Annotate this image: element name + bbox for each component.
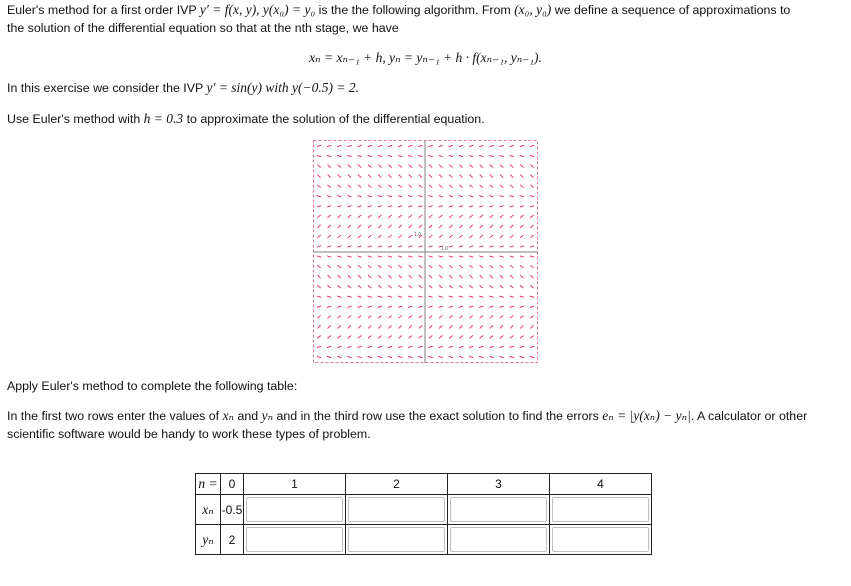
y3-input[interactable] — [450, 527, 547, 552]
ivp-general-equation: y′ = f(x, y), y(x₀) = y₀ — [199, 2, 316, 17]
x-value-0: -0.5 — [221, 495, 244, 525]
euler-table — [195, 473, 652, 555]
apply-instruction: Apply Euler's method to complete the following table: — [7, 379, 298, 393]
y4-input[interactable] — [552, 527, 649, 552]
ivp-statement: In this exercise we consider the IVP y′ = sin(y) with y(−0.5) = 2. — [7, 80, 360, 95]
x1-input[interactable] — [246, 497, 343, 522]
table-header-row — [196, 474, 652, 495]
x-axis-tick-label: 1.0 — [441, 246, 448, 252]
euler-formula: xₙ = xₙ₋₁ + h, yₙ = yₙ₋₁ + h · f(xₙ₋₁, yₙ₋₁). — [309, 50, 542, 65]
y-label: yₙ — [196, 525, 221, 555]
x-label: xₙ — [196, 495, 221, 525]
n-value-1: 1 — [244, 474, 346, 495]
intro-line-1: Euler's method for a first order IVP y′ = f(x, y), y(x₀) = y₀ is the the following algorithm. From (x₀, y₀) we define a sequence of approximations to — [7, 2, 791, 17]
y1-input[interactable] — [246, 527, 343, 552]
table-instructions-line-2: scientific software would be handy to work these types of problem. — [7, 427, 371, 441]
x4-input[interactable] — [552, 497, 649, 522]
initial-point: (x₀, y₀) — [514, 2, 552, 17]
table-row-y — [196, 525, 652, 555]
n-value-2: 2 — [346, 474, 448, 495]
x3-input[interactable] — [450, 497, 547, 522]
table-instructions-line-1: In the first two rows enter the values of xₙ and yₙ and in the third row use the exact solution to find the errors eₙ = |y(xₙ) − yₙ|. A calculator or other — [7, 408, 808, 423]
y-value-0: 2 — [221, 525, 244, 555]
intro-line-2: the solution of the differential equation so that at the nth stage, we have — [7, 21, 399, 35]
n-value-0: 0 — [221, 474, 244, 495]
n-value-3: 3 — [448, 474, 550, 495]
y-axis-tick-label: 1.0 — [414, 232, 421, 238]
direction-field-plot — [313, 140, 538, 363]
n-value-4: 4 — [550, 474, 652, 495]
table-row-x — [196, 495, 652, 525]
n-label: n = — [196, 474, 221, 495]
y2-input[interactable] — [348, 527, 445, 552]
step-size-statement: Use Euler's method with h = 0.3 to approximate the solution of the differential equation. — [7, 111, 485, 126]
x2-input[interactable] — [348, 497, 445, 522]
